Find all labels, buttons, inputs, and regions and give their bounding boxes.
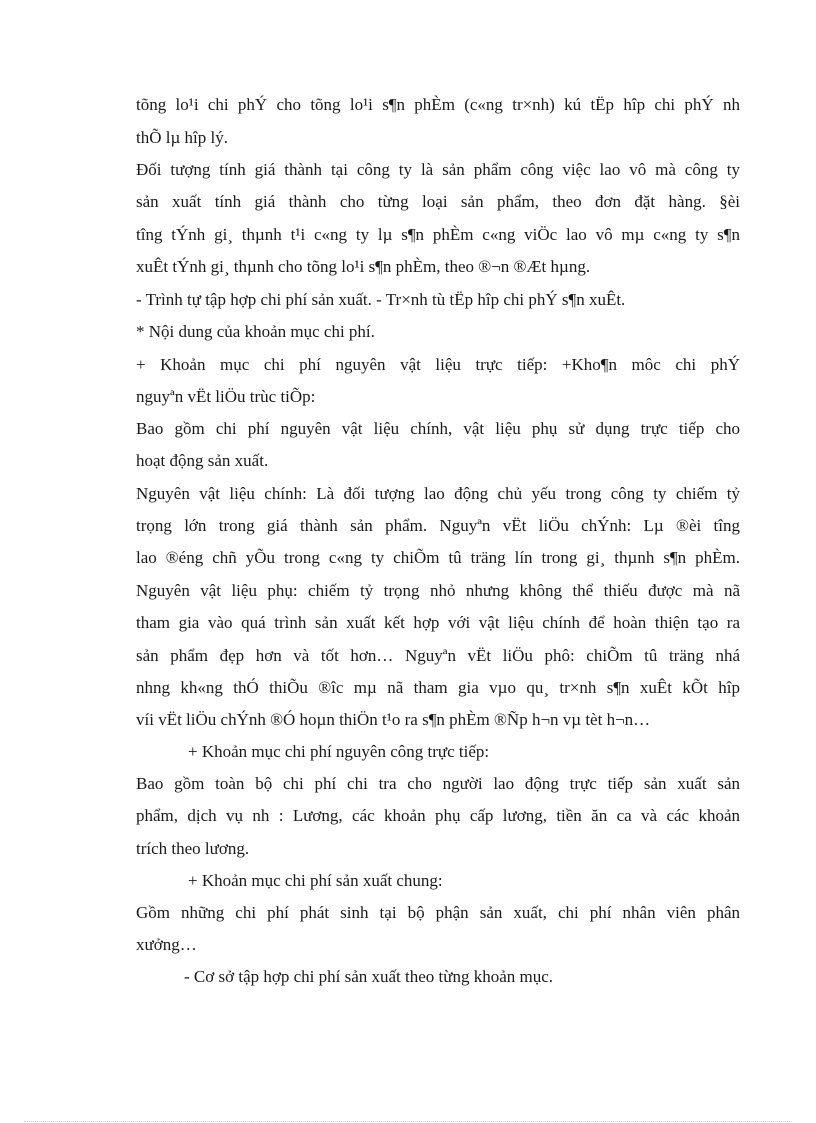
text-line: tõng lo¹i chi phÝ cho tõng lo¹i s¶n phÈm (c«ng tr×nh) kú tËp hîp chi phÝ nh <box>136 95 740 114</box>
text-line: sản phẩm đẹp hơn và tốt hơn… Nguyªn vËt liÖu phô: chiÕm tû träng nhá <box>136 646 740 665</box>
text-line: tîng tÝnh gi¸ thµnh t¹i c«ng ty lµ s¶n phÈm c«ng viÖc lao vô mµ c«ng ty s¶n <box>136 225 740 244</box>
text-line: * Nội dung của khoản mục chi phí. <box>136 322 375 341</box>
text-line: phẩm, dịch vụ nh : Lương, các khoản phụ cấp lương, tiền ăn ca và các khoản <box>136 806 740 825</box>
text-line: nguyªn vËt liÖu trùc tiÕp: <box>136 387 316 406</box>
text-line: víi vËt liÖu chÝnh ®Ó hoµn thiÖn t¹o ra s¶n phÈm ®Ñp h¬n vµ tèt h¬n… <box>136 710 651 729</box>
text-line: + Khoản mục chi phí nguyên công trực tiếp: <box>188 742 490 761</box>
text-line: hoạt động sản xuất. <box>136 451 269 470</box>
text-line: Đối tượng tính giá thành tại công ty là sản phẩm công việc lao vô mà công ty <box>136 160 740 179</box>
text-line: xưởng… <box>136 935 197 954</box>
text-line: Bao gồm chi phí nguyên vật liệu chính, vật liệu phụ sử dụng trực tiếp cho <box>136 419 740 438</box>
page-edge-divider <box>24 1121 792 1122</box>
text-line: thÕ lµ hîp lý. <box>136 128 228 147</box>
text-line: trích theo lương. <box>136 839 250 858</box>
text-line: + Khoản mục chi phí nguyên vật liệu trực tiếp: +Kho¶n môc chi phÝ <box>136 355 740 374</box>
text-line: - Trình tự tập hợp chi phí sản xuất. - Tr×nh tù tËp hîp chi phÝ s¶n xuÊt. <box>136 290 626 309</box>
text-line: tham gia vào quá trình sản xuất kết hợp với vật liệu chính để hoàn thiện tạo ra <box>136 613 740 632</box>
text-line: lao ®éng chñ yÕu trong c«ng ty chiÕm tû träng lín trong gi¸ thµnh s¶n phÈm. <box>136 548 740 567</box>
text-line: sản xuất tính giá thành cho từng loại sản phẩm, theo đơn đặt hàng. §èi <box>136 192 740 211</box>
text-line: - Cơ sở tập hợp chi phí sản xuất theo từng khoản mục. <box>184 967 554 986</box>
text-line: xuÊt tÝnh gi¸ thµnh cho tõng lo¹i s¶n phÈm, theo ®¬n ®Æt hµng. <box>136 257 591 276</box>
text-line: nhng kh«ng thÓ thiÕu ®îc mµ nã tham gia vµo qu¸ tr×nh s¶n xuÊt kÕt hîp <box>136 678 740 697</box>
text-line: Bao gồm toàn bộ chi phí chi tra cho người lao động trực tiếp sản xuất sản <box>136 774 740 793</box>
text-line: Nguyên vật liệu chính: Là đối tượng lao động chủ yếu trong công ty chiếm tỷ <box>136 484 740 503</box>
text-line: Nguyên vật liệu phụ: chiếm tỷ trọng nhỏ nhưng không thể thiếu được mà nã <box>136 581 740 600</box>
text-line: trọng lớn trong giá thành sản phẩm. Nguyªn vËt liÖu chÝnh: Lµ ®èi tîng <box>136 516 740 535</box>
text-line: + Khoản mục chi phí sản xuất chung: <box>188 871 443 890</box>
text-line: Gồm những chi phí phát sinh tại bộ phận sản xuất, chi phí nhân viên phân <box>136 903 740 922</box>
